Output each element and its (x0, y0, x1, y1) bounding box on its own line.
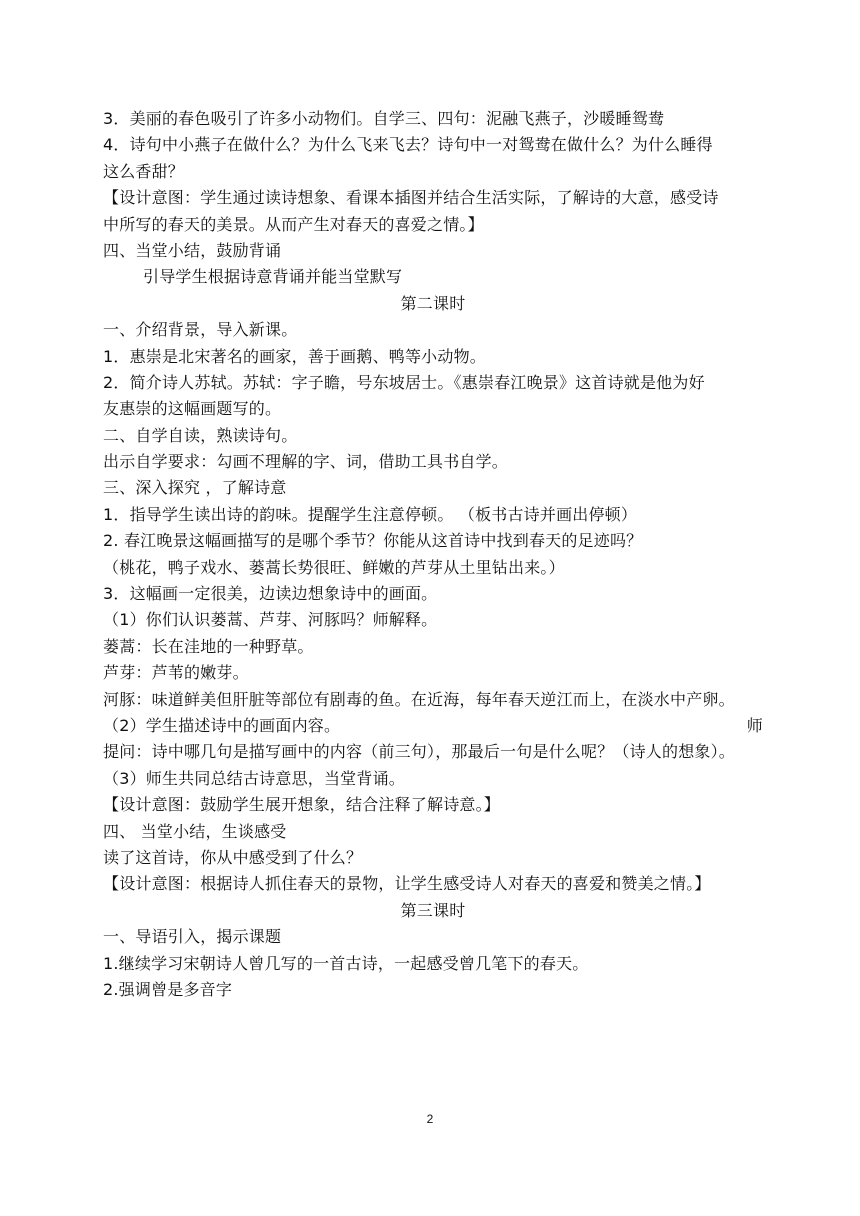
design-intent-line: 中所写的春天的美景。从而产生对春天的喜爱之情。】 (103, 214, 484, 234)
text-line: 3．这幅画一定很美，边读边想象诗中的画面。 (103, 584, 438, 604)
text-line: 1．惠崇是北宋著名的画家，善于画鹅、鸭等小动物。 (103, 346, 486, 366)
text-line: 1．指导学生读出诗的韵味。提醒学生注意停顿。 （板书古诗并画出停顿） (103, 504, 638, 524)
text-line: 蒌蒿：长在洼地的一种野草。 (103, 636, 314, 656)
text-line: 友惠崇的这幅画题写的。 (103, 399, 282, 419)
text-line: 引导学生根据诗意背诵并能当堂默写 (143, 267, 403, 287)
text-line: （桃花，鸭子戏水、蒌蒿长势很旺、鲜嫩的芦芽从土里钻出来。） (103, 557, 565, 577)
design-intent-line: 【设计意图：根据诗人抓住春天的景物，让学生感受诗人对春天的喜爱和赞美之情。】 (103, 874, 711, 894)
section-heading: 二、自学自读，熟读诗句。 (103, 425, 298, 445)
text-line: 2.强调曾是多音字 (103, 979, 233, 999)
text-line-split (103, 713, 763, 739)
lesson-title: 第三课时 (400, 900, 466, 920)
section-heading: 四、当堂小结，鼓励背诵 (103, 240, 282, 260)
text-line: 2. 春江晚景这幅画描写的是哪个季节？你能从这首诗中找到春天的足迹吗？ (103, 531, 643, 551)
text-line: 读了这首诗，你从中感受到了什么？ (103, 847, 363, 867)
text-line: 提问：诗中哪几句是描写画中的内容（前三句），那最后一句是什么呢？（诗人的想象）。 (103, 742, 736, 762)
text-line: 芦芽：芦苇的嫩芽。 (103, 663, 249, 683)
text-line: 1.继续学习宋朝诗人曾几写的一首古诗，一起感受曾几笔下的春天。 (103, 953, 589, 973)
text-line: 4．诗句中小燕子在做什么？为什么飞来飞去？诗句中一对鸳鸯在做什么？为什么睡得 (103, 135, 713, 155)
page-number: 2 (426, 1112, 434, 1126)
section-heading: 三、深入探究 ，了解诗意 (103, 478, 287, 498)
section-heading: 一、介绍背景，导入新课。 (103, 320, 298, 340)
text-line-right: 师 (746, 715, 763, 735)
design-intent-line: 【设计意图：学生通过读诗想象、看课本插图并结合生活实际，了解诗的大意，感受诗 (103, 188, 719, 208)
text-line: （1）你们认识蒌蒿、芦芽、河豚吗？师解释。 (103, 610, 438, 630)
text-line: 出示自学要求：勾画不理解的字、词，借助工具书自学。 (103, 452, 509, 472)
section-heading: 四、 当堂小结，生谈感受 (103, 821, 287, 841)
text-line-left: （2）学生描述诗中的画面内容。 (103, 715, 341, 735)
text-line: 2．简介诗人苏轼。苏轼：字子瞻，号东坡居士。《惠崇春江晚景》这首诗就是他为好 (103, 372, 705, 392)
lesson-title: 第二课时 (400, 293, 466, 313)
text-line: 这么香甜？ (103, 161, 185, 181)
text-line: 河豚：味道鲜美但肝脏等部位有剧毒的鱼。在近海，每年春天逆江而上，在淡水中产卵。 (103, 689, 735, 709)
design-intent-line: 【设计意图：鼓励学生展开想象，结合注释了解诗意。】 (103, 795, 501, 815)
document-page (103, 106, 763, 1003)
text-line: （3）师生共同总结古诗意思，当堂背诵。 (103, 768, 405, 788)
section-heading: 一、导语引入，揭示课题 (103, 927, 282, 947)
text-line: 3．美丽的春色吸引了许多小动物们。自学三、四句：泥融飞燕子，沙暖睡鸳鸯 (103, 109, 665, 128)
